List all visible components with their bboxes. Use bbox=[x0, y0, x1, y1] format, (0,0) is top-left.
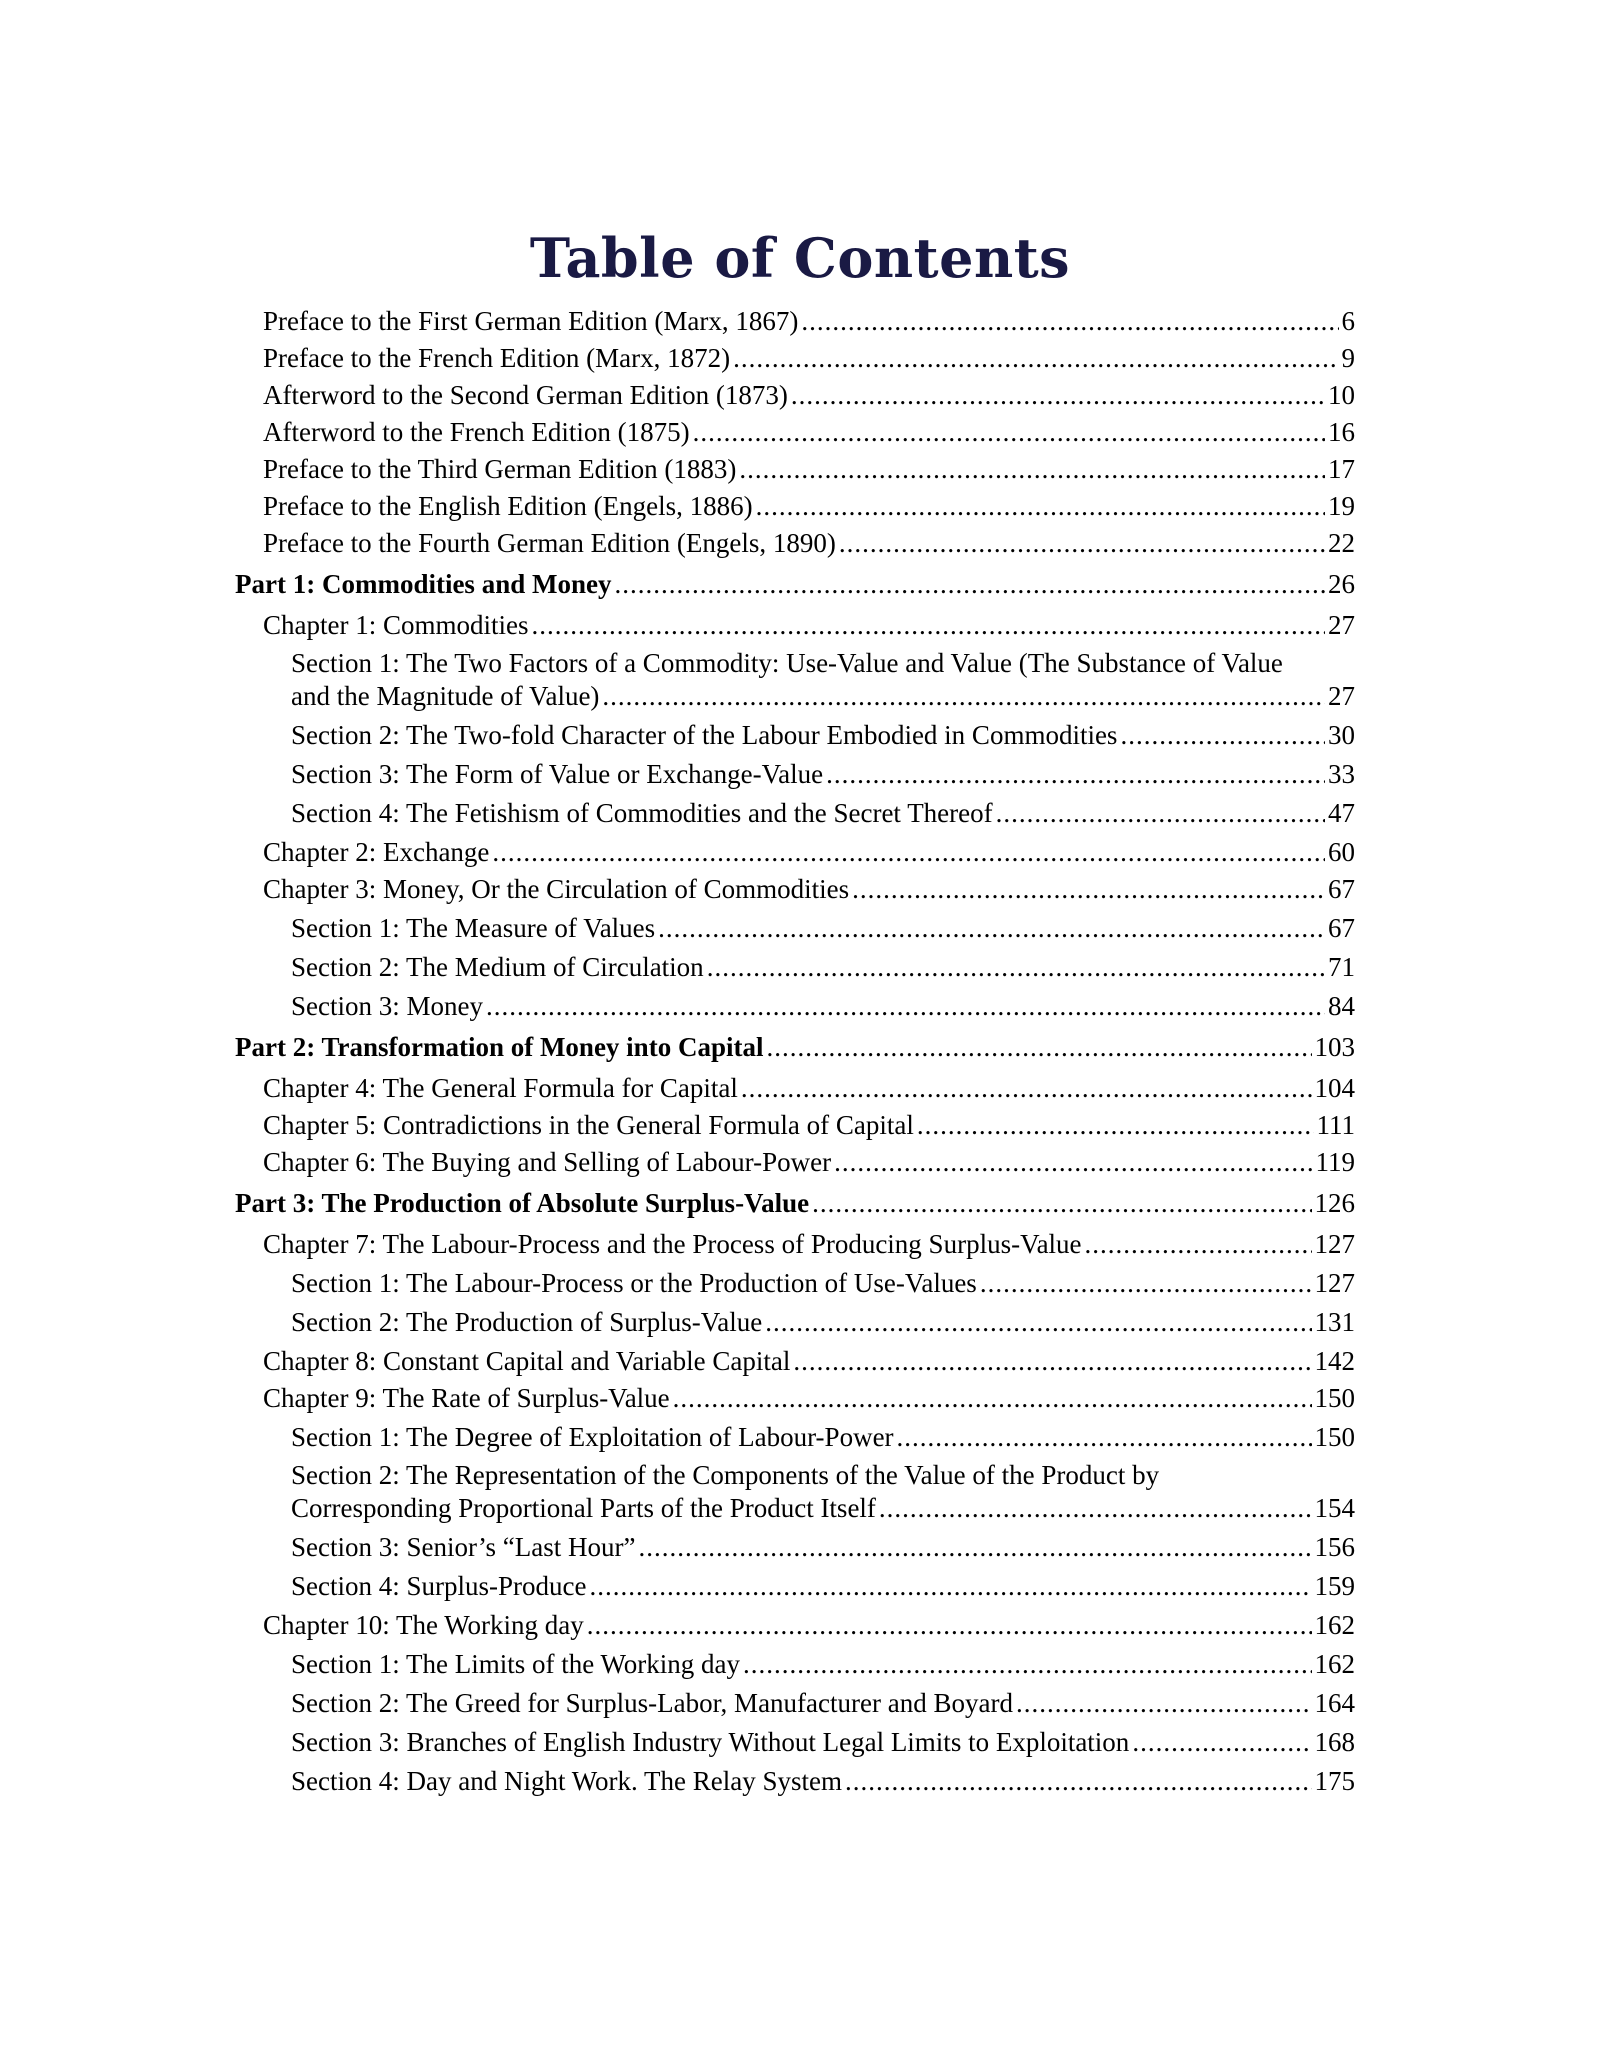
toc-entry-label: Section 4: Surplus-Produce bbox=[291, 1571, 587, 1601]
toc-page-number: 127 bbox=[1314, 1268, 1355, 1298]
toc-page-number: 19 bbox=[1328, 491, 1355, 521]
toc-entry-label: Section 3: The Form of Value or Exchange-Value bbox=[291, 759, 824, 789]
toc-page-number: 111 bbox=[1316, 1110, 1355, 1140]
toc-entry-label: Chapter 7: The Labour-Process and the Process of Producing Surplus-Value bbox=[263, 1229, 1082, 1259]
toc-page-number: 119 bbox=[1315, 1147, 1355, 1177]
toc-entry-label: Chapter 3: Money, Or the Circulation of Commodities bbox=[263, 874, 850, 904]
toc-section-entry[interactable] bbox=[235, 1266, 1355, 1300]
toc-section-entry[interactable] bbox=[235, 1305, 1355, 1339]
toc-page-number: 131 bbox=[1314, 1307, 1355, 1337]
toc-entry-label: Chapter 5: Contradictions in the General Formula of Capital bbox=[263, 1110, 914, 1140]
toc-entry-label: Preface to the English Edition (Engels, 1886) bbox=[263, 491, 753, 521]
page-title: Table of Contents bbox=[529, 226, 1071, 290]
dot-leader bbox=[1085, 1227, 1312, 1261]
dot-leader bbox=[845, 1764, 1311, 1798]
toc-entry-label: Chapter 9: The Rate of Surplus-Value bbox=[263, 1383, 670, 1413]
toc-entry-label: Section 1: The Degree of Exploitation of Labour-Power bbox=[291, 1422, 894, 1452]
toc-entry-label: Afterword to the French Edition (1875) bbox=[263, 417, 690, 447]
toc-part-entry[interactable] bbox=[235, 1186, 1355, 1220]
toc-entry-label: Section 1: The Limits of the Working day bbox=[291, 1649, 741, 1679]
toc-page-number: 27 bbox=[1328, 681, 1355, 711]
toc-page-number: 60 bbox=[1328, 837, 1355, 867]
dot-leader bbox=[1132, 1725, 1311, 1759]
toc-page-number: 150 bbox=[1314, 1383, 1355, 1413]
toc-chapter-entry[interactable] bbox=[235, 1381, 1355, 1415]
toc-page-number: 47 bbox=[1328, 798, 1355, 828]
toc-entry-label: Part 3: The Production of Absolute Surplus-Value bbox=[235, 1188, 810, 1218]
toc-page-number: 30 bbox=[1328, 720, 1355, 750]
toc-entry-label: Section 2: The Representation of the Components of the Value of the Product by bbox=[291, 1460, 1160, 1490]
toc-page-number: 156 bbox=[1314, 1532, 1355, 1562]
toc-page-number: 127 bbox=[1314, 1229, 1355, 1259]
table-of-contents bbox=[235, 304, 1355, 1803]
dot-leader bbox=[658, 911, 1325, 945]
toc-page-number: 10 bbox=[1328, 380, 1355, 410]
toc-page-number: 67 bbox=[1328, 913, 1355, 943]
toc-chapter-entry[interactable] bbox=[235, 415, 1355, 449]
toc-entry-label: Preface to the French Edition (Marx, 1872) bbox=[263, 343, 731, 373]
dot-leader bbox=[741, 1071, 1312, 1105]
toc-entry-label: Part 2: Transformation of Money into Capital bbox=[235, 1032, 764, 1062]
toc-page-number: 33 bbox=[1328, 759, 1355, 789]
toc-entry-label: Section 2: The Greed for Surplus-Labor, Manufacturer and Boyard bbox=[291, 1688, 1013, 1718]
toc-entry-label: Section 1: The Labour-Process or the Production of Use-Values bbox=[291, 1268, 977, 1298]
dot-leader bbox=[587, 1608, 1312, 1642]
toc-page-number: 6 bbox=[1341, 306, 1355, 336]
toc-chapter-entry[interactable] bbox=[235, 1108, 1355, 1142]
toc-chapter-entry[interactable] bbox=[235, 835, 1355, 869]
toc-section-entry[interactable] bbox=[235, 989, 1355, 1023]
toc-chapter-entry[interactable] bbox=[235, 489, 1355, 523]
toc-entry-label-continued: Corresponding Proportional Parts of the Product Itself bbox=[291, 1493, 876, 1523]
toc-chapter-entry[interactable] bbox=[235, 378, 1355, 412]
toc-section-entry[interactable] bbox=[235, 1420, 1355, 1454]
dot-leader bbox=[743, 1647, 1311, 1681]
toc-page-number: 126 bbox=[1314, 1188, 1355, 1218]
dot-leader bbox=[852, 872, 1325, 906]
toc-section-entry[interactable] bbox=[235, 796, 1355, 830]
toc-chapter-entry[interactable] bbox=[235, 304, 1355, 338]
toc-entry-label: Part 1: Commodities and Money bbox=[235, 569, 612, 599]
toc-section-entry[interactable] bbox=[235, 1647, 1355, 1681]
toc-section-entry[interactable] bbox=[235, 1569, 1355, 1603]
toc-part-entry[interactable] bbox=[235, 567, 1355, 601]
dot-leader bbox=[693, 415, 1325, 449]
toc-page-number: 17 bbox=[1328, 454, 1355, 484]
toc-entry-label: Preface to the Third German Edition (1883) bbox=[263, 454, 737, 484]
dot-leader bbox=[614, 567, 1325, 601]
toc-section-entry[interactable] bbox=[235, 950, 1355, 984]
toc-section-entry[interactable] bbox=[235, 757, 1355, 791]
dot-leader bbox=[879, 1492, 1312, 1525]
toc-page-number: 26 bbox=[1328, 569, 1355, 599]
toc-chapter-entry[interactable] bbox=[235, 1145, 1355, 1179]
toc-entry-label: Preface to the First German Edition (Marx, 1867) bbox=[263, 306, 799, 336]
toc-section-entry[interactable] bbox=[235, 1530, 1355, 1564]
toc-entry-label: Section 2: The Medium of Circulation bbox=[291, 952, 704, 982]
toc-section-entry[interactable] bbox=[235, 1459, 1355, 1525]
dot-leader bbox=[739, 452, 1325, 486]
toc-entry-label: Chapter 10: The Working day bbox=[263, 1610, 584, 1640]
dot-leader bbox=[839, 526, 1325, 560]
dot-leader bbox=[673, 1381, 1312, 1415]
toc-entry-label: Chapter 8: Constant Capital and Variable Capital bbox=[263, 1346, 791, 1376]
dot-leader bbox=[486, 989, 1325, 1023]
dot-leader bbox=[897, 1420, 1312, 1454]
dot-leader bbox=[638, 1530, 1311, 1564]
toc-page-number: 175 bbox=[1314, 1766, 1355, 1796]
toc-section-entry[interactable] bbox=[235, 1725, 1355, 1759]
toc-chapter-entry[interactable] bbox=[235, 608, 1355, 642]
toc-entry-label-continued: and the Magnitude of Value) bbox=[291, 681, 600, 711]
toc-chapter-entry[interactable] bbox=[235, 1608, 1355, 1642]
dot-leader bbox=[801, 304, 1338, 338]
toc-entry-label: Section 1: The Measure of Values bbox=[291, 913, 656, 943]
dot-leader bbox=[996, 796, 1325, 830]
toc-section-entry[interactable] bbox=[235, 1764, 1355, 1798]
dot-leader bbox=[980, 1266, 1312, 1300]
toc-entry-label: Preface to the Fourth German Edition (Engels, 1890) bbox=[263, 528, 836, 558]
toc-page-number: 162 bbox=[1314, 1649, 1355, 1679]
toc-page-number: 9 bbox=[1341, 343, 1355, 373]
toc-section-entry[interactable] bbox=[235, 718, 1355, 752]
toc-page-number: 150 bbox=[1314, 1422, 1355, 1452]
toc-entry-label: Afterword to the Second German Edition (1873) bbox=[263, 380, 788, 410]
toc-entry-label: Section 4: The Fetishism of Commodities and the Secret Thereof bbox=[291, 798, 993, 828]
toc-entry-label: Section 4: Day and Night Work. The Relay System bbox=[291, 1766, 843, 1796]
toc-chapter-entry[interactable] bbox=[235, 526, 1355, 560]
toc-entry-label: Section 1: The Two Factors of a Commodity: Use-Value and Value (The Substance of Value bbox=[291, 648, 1283, 678]
toc-page-number: 104 bbox=[1314, 1073, 1355, 1103]
dot-leader bbox=[707, 950, 1325, 984]
dot-leader bbox=[917, 1108, 1314, 1142]
toc-chapter-entry[interactable] bbox=[235, 341, 1355, 375]
dot-leader bbox=[756, 489, 1325, 523]
dot-leader bbox=[793, 1344, 1311, 1378]
toc-page-number: 16 bbox=[1328, 417, 1355, 447]
toc-page-number: 84 bbox=[1328, 991, 1355, 1021]
dot-leader bbox=[1120, 718, 1325, 752]
toc-entry-label: Section 3: Branches of English Industry Without Legal Limits to Exploitation bbox=[291, 1727, 1130, 1757]
toc-section-entry[interactable] bbox=[235, 1686, 1355, 1720]
dot-leader bbox=[531, 608, 1325, 642]
toc-entry-label: Section 2: The Production of Surplus-Value bbox=[291, 1307, 763, 1337]
dot-leader bbox=[492, 835, 1325, 869]
toc-chapter-entry[interactable] bbox=[235, 1071, 1355, 1105]
toc-chapter-entry[interactable] bbox=[235, 1227, 1355, 1261]
toc-page-number: 168 bbox=[1314, 1727, 1355, 1757]
dot-leader bbox=[766, 1030, 1311, 1064]
toc-part-entry[interactable] bbox=[235, 1030, 1355, 1064]
toc-page-number: 27 bbox=[1328, 610, 1355, 640]
toc-entry-label: Chapter 4: The General Formula for Capital bbox=[263, 1073, 738, 1103]
toc-entry-label: Chapter 2: Exchange bbox=[263, 837, 490, 867]
dot-leader bbox=[765, 1305, 1311, 1339]
toc-chapter-entry[interactable] bbox=[235, 452, 1355, 486]
dot-leader bbox=[834, 1145, 1312, 1179]
dot-leader bbox=[1016, 1686, 1312, 1720]
toc-entry-label: Section 2: The Two-fold Character of the Labour Embodied in Commodities bbox=[291, 720, 1118, 750]
toc-page-number: 154 bbox=[1314, 1493, 1355, 1523]
toc-section-entry[interactable] bbox=[235, 647, 1355, 713]
toc-page-number: 67 bbox=[1328, 874, 1355, 904]
toc-page-number: 103 bbox=[1314, 1032, 1355, 1062]
toc-entry-label: Section 3: Senior’s “Last Hour” bbox=[291, 1532, 636, 1562]
dot-leader bbox=[589, 1569, 1311, 1603]
toc-entry-label: Chapter 1: Commodities bbox=[263, 610, 529, 640]
toc-section-entry[interactable] bbox=[235, 911, 1355, 945]
toc-page-number: 71 bbox=[1328, 952, 1355, 982]
dot-leader bbox=[812, 1186, 1311, 1220]
dot-leader bbox=[826, 757, 1325, 791]
toc-chapter-entry[interactable] bbox=[235, 872, 1355, 906]
dot-leader bbox=[602, 680, 1325, 713]
toc-page-number: 142 bbox=[1314, 1346, 1355, 1376]
toc-page-number: 159 bbox=[1314, 1571, 1355, 1601]
toc-entry-label: Section 3: Money bbox=[291, 991, 483, 1021]
toc-entry-label: Chapter 6: The Buying and Selling of Labour-Power bbox=[263, 1147, 832, 1177]
toc-page-number: 164 bbox=[1314, 1688, 1355, 1718]
toc-page-number: 162 bbox=[1314, 1610, 1355, 1640]
toc-page-number: 22 bbox=[1328, 528, 1355, 558]
toc-chapter-entry[interactable] bbox=[235, 1344, 1355, 1378]
dot-leader bbox=[733, 341, 1338, 375]
dot-leader bbox=[791, 378, 1325, 412]
